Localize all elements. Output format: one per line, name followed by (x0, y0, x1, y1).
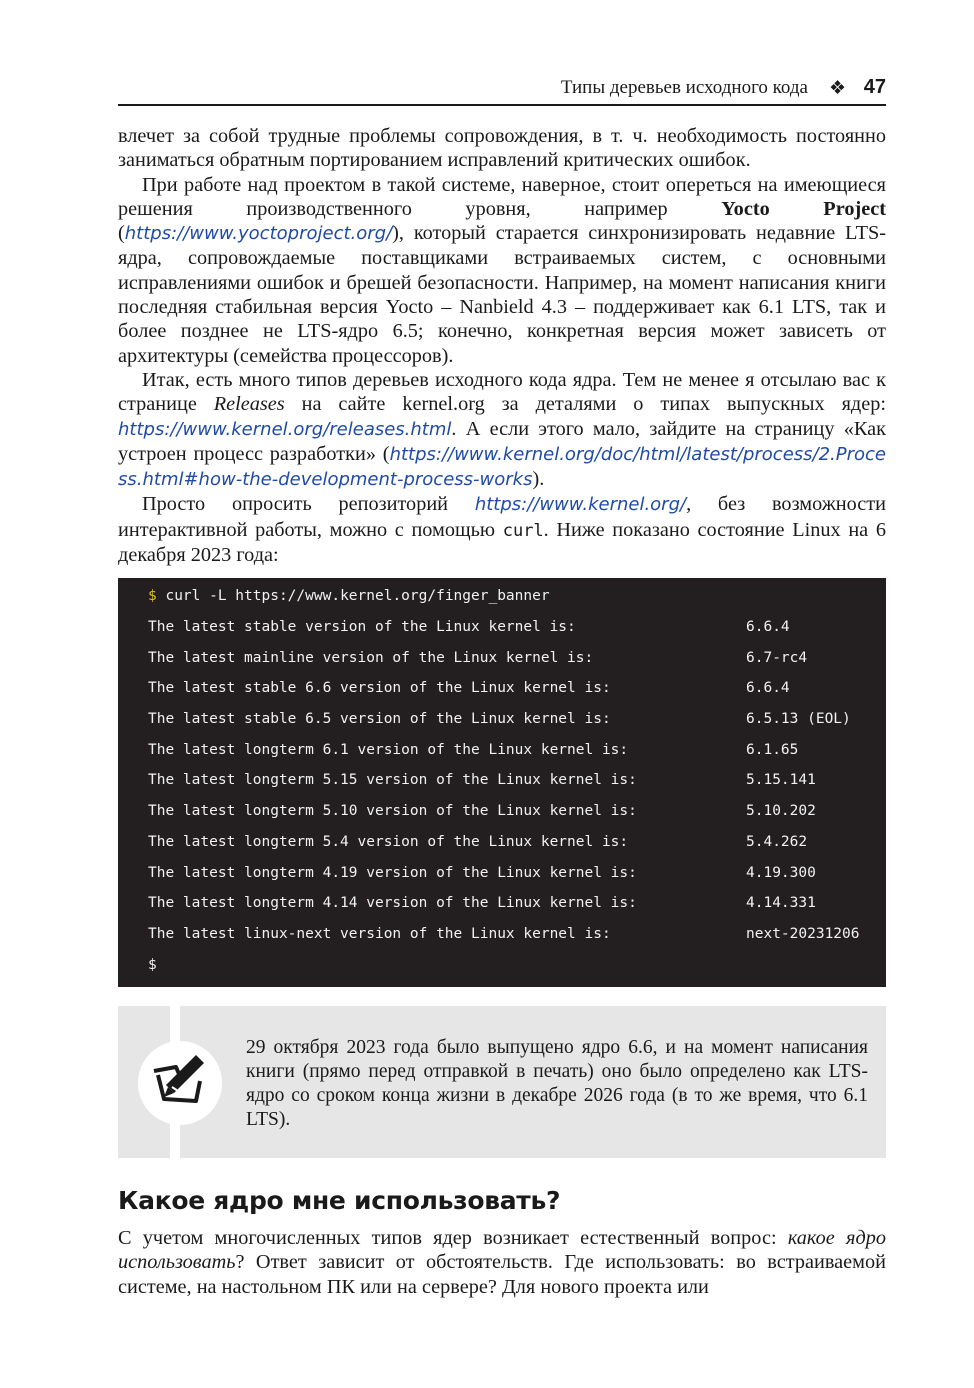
releases-term: Releases (213, 393, 285, 416)
terminal-row-value: 4.14.331 (746, 895, 816, 911)
terminal-row-label: The latest longterm 6.1 version of the Linux kernel is: (148, 742, 629, 758)
section-paragraph (118, 1226, 886, 1299)
paragraph-2-text-c: ), который старается синхронизировать недавние LTS-ядра, сопровождаемые поставщиками встраиваемых систем, с основными исправлениями ошибок и брешей безопасности. Например, на момент написания книги последняя стабильная версия Yocto – Nanbield 4.3 – поддерживает как 6.1 LTS, так и более позднее не LTS-ядро 6.5; конечно, конкретная версия может зависеть от архитектуры (семейства процессоров). (118, 222, 886, 367)
section-text (118, 1226, 886, 1299)
paragraph-3-text-d: ). (532, 468, 545, 491)
prompt-symbol: $ (148, 588, 157, 604)
section-text-a: С учетом многочисленных типов ядер возникает естественный вопрос: (118, 1227, 788, 1249)
chapter-title: Типы деревьев исходного кода (560, 77, 808, 98)
note-text: 29 октября 2023 года было выпущено ядро 6.6, и на момент написания книги (прямо перед отправкой в печать) оно было определено как LTS-ядро со сроком конца жизни в декабре 2026 года (в то же время, что 6.1 LTS). (246, 1037, 868, 1130)
terminal-row-label: The latest longterm 4.19 version of the Linux kernel is: (148, 865, 637, 881)
terminal-row-value: 6.7-rc4 (746, 650, 808, 666)
paragraph-2 (118, 173, 886, 368)
paragraph-2-text-b: ( (118, 222, 125, 245)
curl-inline-code: curl (502, 520, 544, 541)
terminal-row-label: The latest mainline version of the Linux kernel is: (148, 650, 594, 666)
note-pencil-icon (138, 1041, 222, 1125)
terminal-row-label: The latest longterm 5.4 version of the Linux kernel is: (148, 834, 629, 850)
terminal-block (118, 578, 886, 987)
paragraph-4-text-a: Просто опросить репозиторий (142, 493, 475, 516)
section-text-b: ? Ответ зависит от обстоятельств. Где использовать: во встраиваемой системе, на настольном ПК или на сервере? Для нового проекта или (118, 1251, 886, 1298)
terminal-row-label: The latest longterm 4.14 version of the Linux kernel is: (148, 895, 637, 911)
terminal-row-label: The latest stable version of the Linux kernel is: (148, 619, 576, 635)
paragraph-3-text-a: Итак, есть много типов деревьев исходного кода ядра. Тем не менее я отсылаю вас к странице (118, 368, 886, 416)
terminal-row-value: 5.15.141 (746, 772, 816, 788)
terminal-row-value: 5.10.202 (746, 803, 816, 819)
paragraph-1: влечет за собой трудные проблемы сопровождения, в т. ч. необходимость постоянно заниматься обратным портированием исправлений критических ошибок. (118, 125, 886, 172)
command-line (148, 588, 550, 604)
yocto-link[interactable]: https://www.yoctoproject.org/ (124, 223, 393, 245)
final-prompt (148, 957, 157, 973)
note-box (118, 1006, 886, 1158)
terminal-row-label: The latest longterm 5.10 version of the Linux kernel is: (148, 803, 637, 819)
terminal-row-label: The latest linux-next version of the Linux kernel is: (148, 926, 611, 942)
final-prompt-symbol: $ (148, 957, 157, 973)
yocto-project-term: Yocto Project (721, 197, 886, 220)
paragraph-4 (118, 492, 886, 567)
terminal-row-value: 4.19.300 (746, 865, 816, 881)
terminal-row-value: 6.6.4 (746, 680, 790, 696)
main-text (118, 124, 886, 567)
terminal-row-value: 6.1.65 (746, 742, 799, 758)
process-link[interactable]: https://www.kernel.org/doc/html/latest/process/2.Process.html#how-the-development-process-works (118, 443, 886, 491)
paragraph-4-text-c: . Ниже показано состояние Linux на 6 декабря 2023 года: (118, 518, 886, 567)
kernel-org-link[interactable]: https://www.kernel.org/ (474, 494, 687, 516)
terminal-row-label: The latest stable 6.5 version of the Linux kernel is: (148, 711, 611, 727)
terminal-row-label: The latest stable 6.6 version of the Linux kernel is: (148, 680, 611, 696)
section-heading: Какое ядро мне использовать? (118, 1186, 561, 1215)
terminal-row-label: The latest longterm 5.15 version of the Linux kernel is: (148, 772, 637, 788)
terminal-row-value: next-20231206 (746, 926, 860, 942)
running-header (118, 74, 886, 106)
terminal-row-value: 6.5.13 (EOL) (746, 711, 851, 727)
paragraph-4-text-b: , без возможности интерактивной работы, можно с помощью (118, 493, 886, 541)
command-text: curl -L https://www.kernel.org/finger_banner (165, 588, 550, 604)
paragraph-3 (118, 368, 886, 492)
paragraph-2-text-a: При работе над проектом в такой системе, наверное, стоит опереться на имеющиеся решения производственного уровня, например (118, 173, 886, 220)
terminal-row-value: 5.4.262 (746, 834, 808, 850)
terminal-row-value: 6.6.4 (746, 619, 790, 635)
page-number: 47 (863, 76, 886, 98)
releases-link[interactable]: https://www.kernel.org/releases.html (118, 418, 452, 440)
diamond-separator-icon: ❖ (828, 77, 846, 99)
paragraph-3-text-c: . А если этого мало, зайдите на страницу «Как устроен процесс разработки» ( (118, 417, 886, 465)
paragraph-3-text-b: на сайте kernel.org за деталями о типах выпускных ядер: (284, 393, 886, 416)
section-italic-phrase: какое ядро использовать (118, 1227, 886, 1274)
